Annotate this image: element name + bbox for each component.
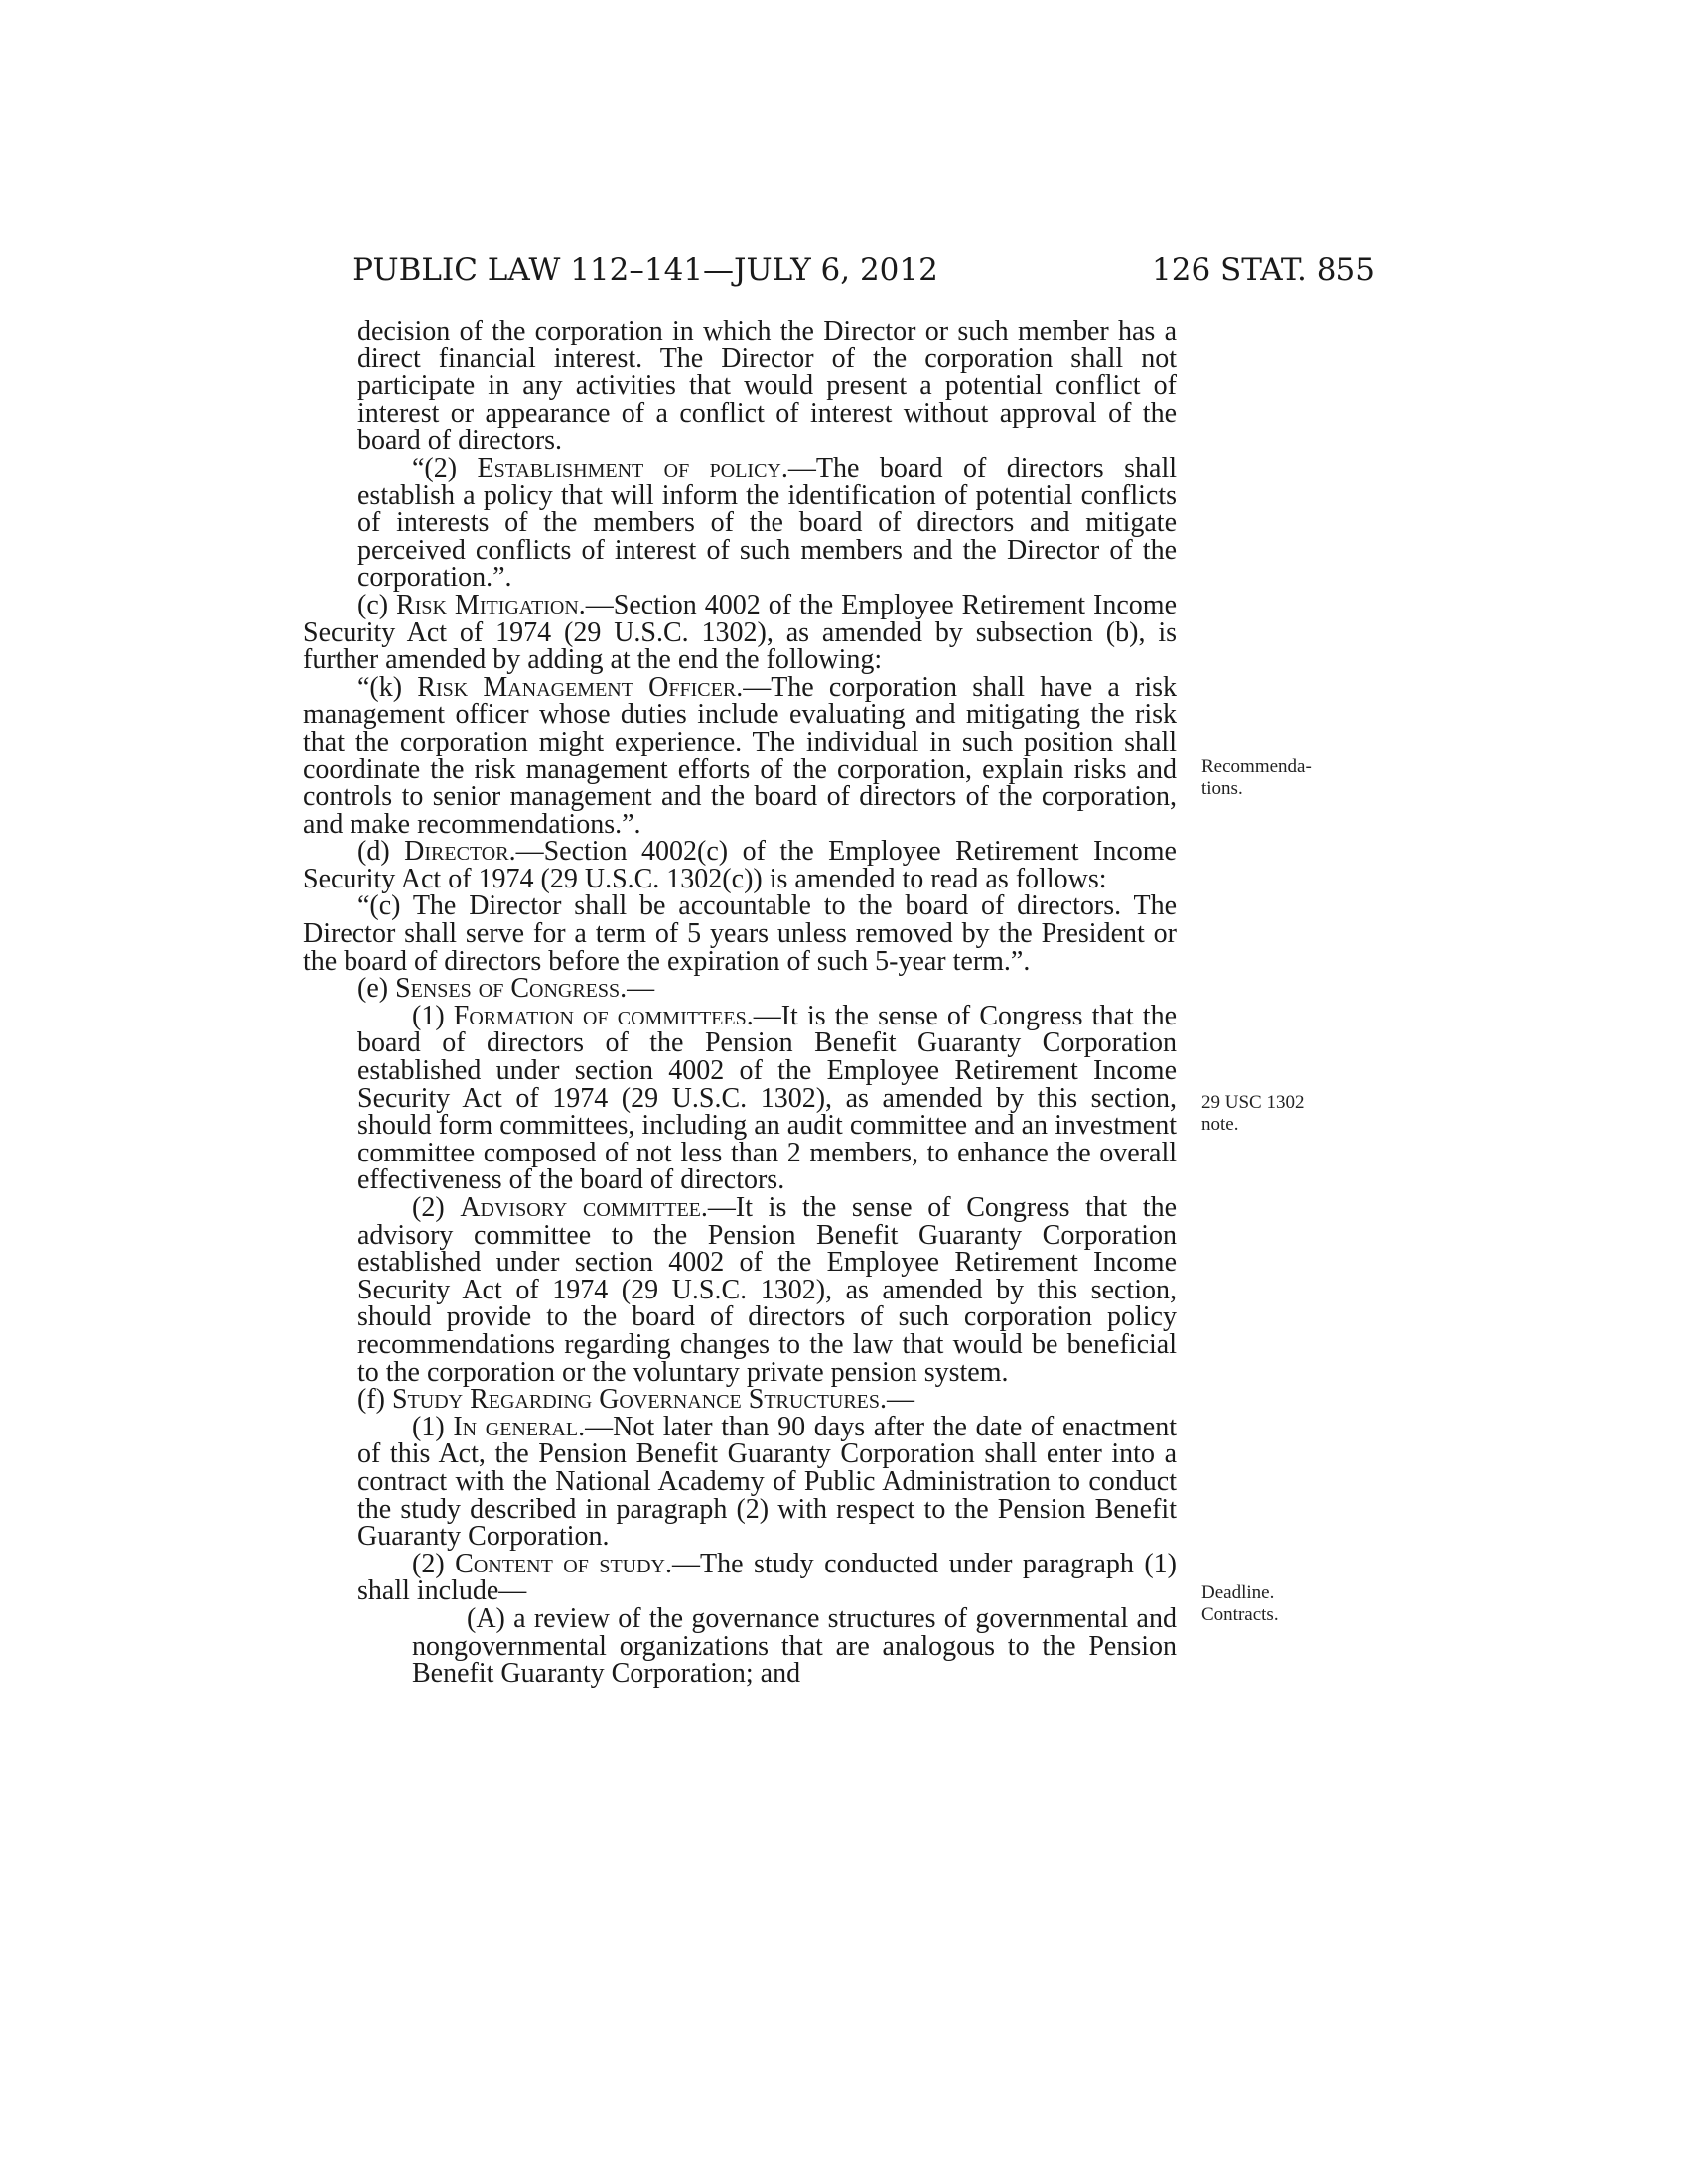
paragraph-content-of-study: (2) Content of study.—The study conducted under paragraph (1) shall include— [357, 1548, 1177, 1607]
paragraph-review-governance: (A) a review of the governance structures of governmental and nongovernmental organizations that are analogous to the Pension Benefit Guaranty Corporation; and [412, 1602, 1177, 1690]
document-body [303, 318, 1177, 1688]
heading-senses-of-congress: Senses of Congress [395, 973, 621, 1005]
margin-note-usc: 29 USC 1302 note. [1201, 1092, 1305, 1135]
paragraph-formation-of-committees: (1) Formation of committees.—It is the sense of Congress that the board of directors of the Pension Benefit Guaranty Corporation established under section 4002 of the Employee Retirement Income Security Act of 1974 (29 U.S.C. 1302), as amended by this section, should form committees, including an audit committee and an investment committee composed of not less than 2 members, to enhance the overall effectiveness of the board of directors. [357, 1000, 1177, 1196]
heading-risk-mitigation: Risk Mitigation [396, 589, 579, 620]
heading-director: Director [404, 836, 509, 868]
paragraph-establishment-of-policy: “(2) Establishment of policy.—The board of directors shall establish a policy that will inform the identification of potential conflicts of interests of the members of the board of directors and mitigate perceived conflicts of interest of such members and the Director of the corporation.”. [357, 452, 1178, 594]
paragraph-director-text: “(c) The Director shall be accountable to the board of directors. The Director shall serve for a term of 5 years unless removed by the President or the board of directors before the expiration of such 5-year term.”. [303, 890, 1177, 977]
paragraph-advisory-committee: (2) Advisory committee.—It is the sense of Congress that the advisory committee to the Pension Benefit Guaranty Corporation established under section 4002 of the Employee Retirement Income Security Act of 1974 (29 U.S.C. 1302), as amended by this section, should provide to the board of directors of such corporation policy recommendations regarding changes to the law that would be beneficial to the corporation or the voluntary private pension system. [357, 1192, 1178, 1388]
margin-note-deadline: Deadline. Contracts. [1201, 1582, 1279, 1625]
heading-in-general: In general [453, 1411, 579, 1442]
paragraph-continuation: decision of the corporation in which the Director or such member has a direct financial interest. The Director of the corporation shall not participate in any activities that would present a potential conflict of interest or appearance of a conflict of interest without approval of the board of directors. [357, 316, 1177, 457]
paragraph-risk-mitigation: (c) Risk Mitigation.—Section 4002 of the Employee Retirement Income Security Act of 1974 (29 U.S.C. 1302), as amended by subsection (b), is further amended by adding at the end the following: [303, 589, 1177, 676]
heading-study-governance: Study Regarding Governance Structures [391, 1384, 881, 1416]
heading-formation-of-committees: Formation of committees [453, 1000, 747, 1031]
heading-establishment-of-policy: Establishment of policy [477, 452, 781, 483]
paragraph-risk-management-officer: “(k) Risk Management Officer.—The corporation shall have a risk management officer whose duties include evaluating and mitigating the risk that the corporation might experience. The individual in such position shall coordinate the risk management efforts of the corporation, explain risks and controls to senior management and the board of directors of the corporation, and make recommendations.”. [303, 671, 1177, 840]
paragraph-senses-of-congress: (e) Senses of Congress.— [357, 973, 655, 1005]
page-header-stat: 126 STAT. 855 [1152, 252, 1375, 288]
paragraph-in-general: (1) In general.—Not later than 90 days after the date of enactment of this Act, the Pension Benefit Guaranty Corporation shall enter into a contract with the National Academy of Public Administration to conduct the study described in paragraph (2) with respect to the Pension Benefit Guaranty Corporation. [357, 1411, 1177, 1553]
paragraph-director: (d) Director.—Section 4002(c) of the Employee Retirement Income Security Act of 1974 (29 U.S.C. 1302(c)) is amended to read as follows: [303, 836, 1177, 894]
margin-note-recommendations: Recommenda- tions. [1201, 756, 1312, 799]
heading-advisory-committee: Advisory committee [460, 1192, 701, 1223]
paragraph-study-governance: (f) Study Regarding Governance Structures.— [357, 1384, 915, 1416]
heading-content-of-study: Content of study [455, 1548, 665, 1579]
heading-risk-management-officer: Risk Management Officer [417, 671, 737, 703]
page-header-title: PUBLIC LAW 112–141—JULY 6, 2012 [352, 252, 938, 288]
